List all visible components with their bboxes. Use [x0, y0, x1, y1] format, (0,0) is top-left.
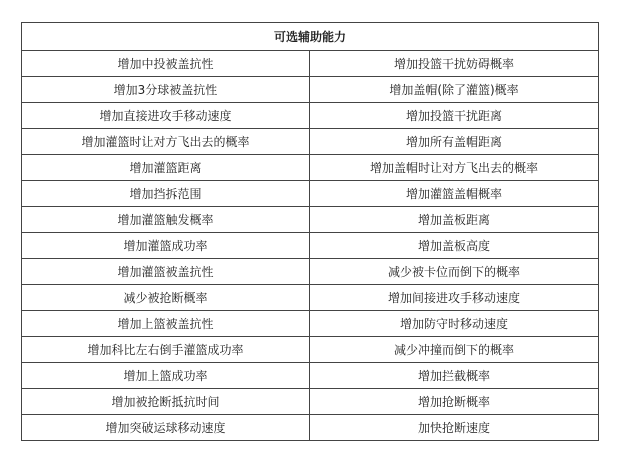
table-cell-left: 增加灌篮成功率	[22, 233, 310, 259]
table-row	[22, 389, 599, 415]
abilities-table	[21, 22, 599, 441]
table-cell-left: 增加中投被盖抗性	[22, 51, 310, 77]
table-cell-right: 增加盖板高度	[310, 233, 599, 259]
table-cell-left: 增加被抢断抵抗时间	[22, 389, 310, 415]
table-cell-left: 增加上篮被盖抗性	[22, 311, 310, 337]
table-cell-left: 增加突破运球移动速度	[22, 415, 310, 441]
table-cell-right: 增加间接进攻手移动速度	[310, 285, 599, 311]
table-row	[22, 129, 599, 155]
table-cell-right: 增加所有盖帽距离	[310, 129, 599, 155]
table-cell-left: 减少被抢断概率	[22, 285, 310, 311]
table-row	[22, 51, 599, 77]
table-cell-left: 增加直接进攻手移动速度	[22, 103, 310, 129]
table-cell-right: 减少冲撞而倒下的概率	[310, 337, 599, 363]
table-cell-right: 增加拦截概率	[310, 363, 599, 389]
table-cell-left: 增加挡拆范围	[22, 181, 310, 207]
table-cell-left: 增加科比左右倒手灌篮成功率	[22, 337, 310, 363]
table-cell-right: 减少被卡位而倒下的概率	[310, 259, 599, 285]
table-row	[22, 181, 599, 207]
table-cell-right: 增加防守时移动速度	[310, 311, 599, 337]
abilities-table-container	[21, 22, 598, 441]
table-cell-right: 加快抢断速度	[310, 415, 599, 441]
table-row	[22, 285, 599, 311]
table-row	[22, 337, 599, 363]
table-row	[22, 207, 599, 233]
table-cell-right: 增加投篮干扰妨碍概率	[310, 51, 599, 77]
table-cell-right: 增加盖板距离	[310, 207, 599, 233]
table-row	[22, 363, 599, 389]
table-header-row	[22, 23, 599, 51]
table-row	[22, 415, 599, 441]
table-row	[22, 259, 599, 285]
table-cell-right: 增加投篮干扰距离	[310, 103, 599, 129]
table-cell-left: 增加灌篮被盖抗性	[22, 259, 310, 285]
table-cell-left: 增加灌篮时让对方飞出去的概率	[22, 129, 310, 155]
table-cell-right: 增加盖帽时让对方飞出去的概率	[310, 155, 599, 181]
table-cell-left: 增加3分球被盖抗性	[22, 77, 310, 103]
table-row	[22, 311, 599, 337]
table-cell-right: 增加灌篮盖帽概率	[310, 181, 599, 207]
table-row	[22, 77, 599, 103]
table-title: 可选辅助能力	[22, 23, 599, 51]
table-cell-right: 增加盖帽(除了灌篮)概率	[310, 77, 599, 103]
table-cell-left: 增加灌篮触发概率	[22, 207, 310, 233]
table-row	[22, 103, 599, 129]
table-cell-left: 增加灌篮距离	[22, 155, 310, 181]
table-row	[22, 233, 599, 259]
table-row	[22, 155, 599, 181]
table-cell-right: 增加抢断概率	[310, 389, 599, 415]
table-cell-left: 增加上篮成功率	[22, 363, 310, 389]
